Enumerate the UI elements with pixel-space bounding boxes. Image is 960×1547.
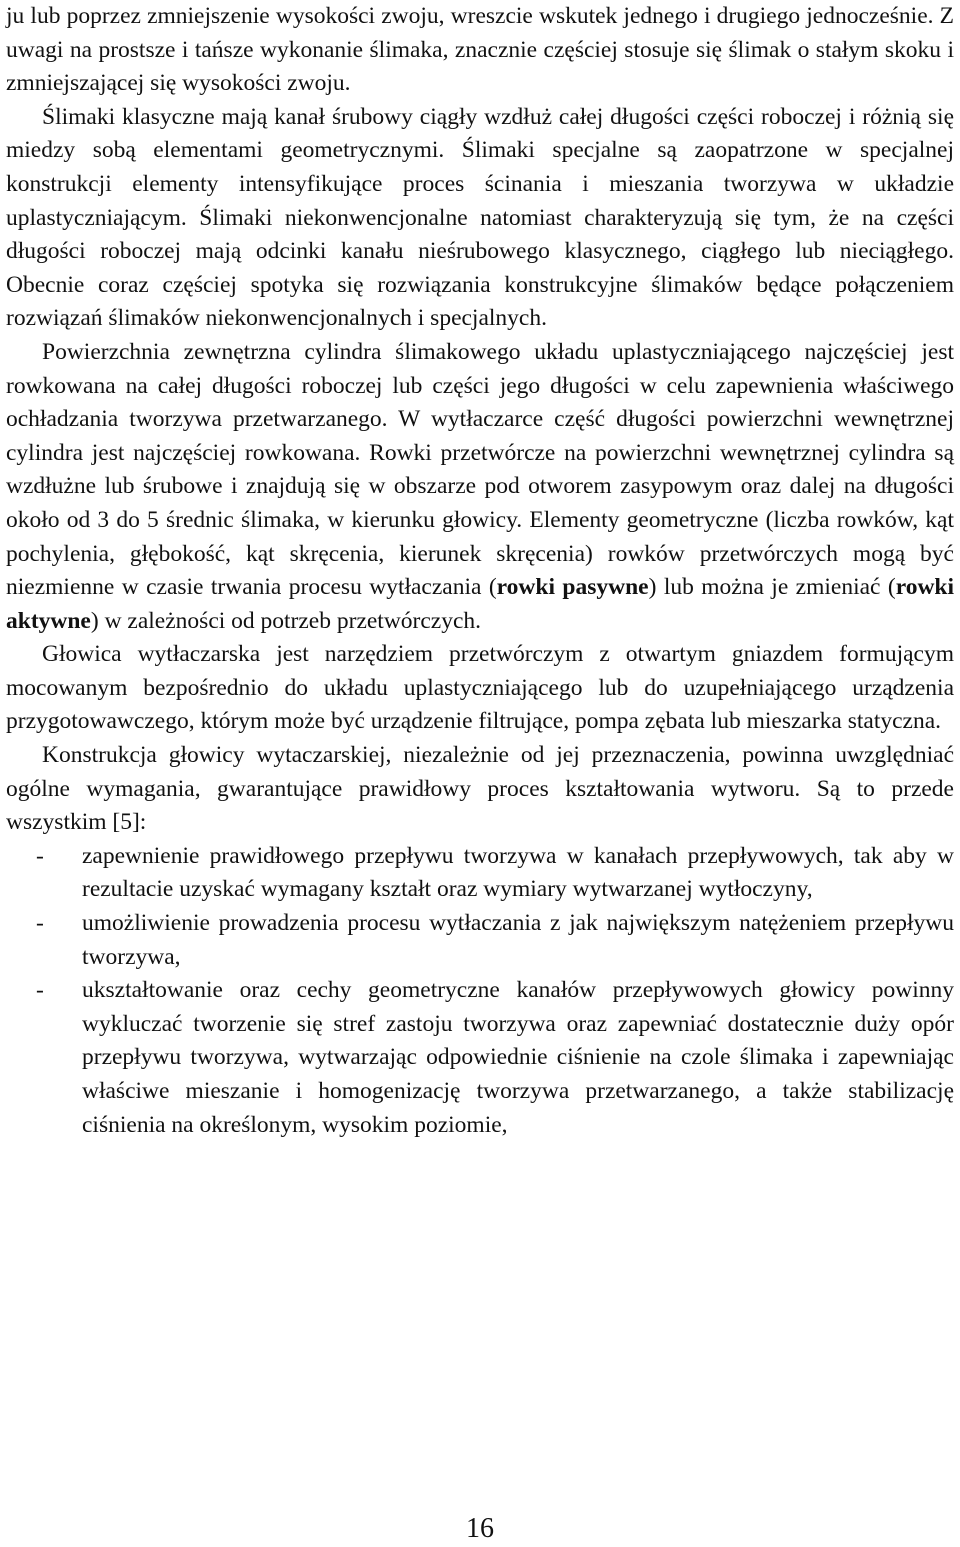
document-page bbox=[6, 0, 954, 1142]
list-dash: - bbox=[36, 842, 44, 869]
list-item bbox=[6, 974, 954, 1142]
bold-term-active-grooves: rowki aktywne bbox=[6, 574, 955, 634]
paragraph-continuation: ju lub poprzez zmniejszenie wysokości zwoju, wreszcie wskutek jednego i drugiego jednocześnie. Z uwagi na prostsze i tańsze wykonanie ślimaka, znacznie częściej stosuje się ślimak o stałym skoku i zmniejszającej się wysokości zwoju. bbox=[6, 3, 954, 97]
list-item bbox=[6, 840, 954, 907]
list-item-text: ukształtowanie oraz cechy geometryczne kanałów przepływowych głowicy powinny wykluczać tworzenie się stref zastoju tworzywa oraz zapewniać dostatecznie duży opór przepływu tworzywa, wytwarzając odpowiednie ciśnienie na czole ślimaka i zapewniając właściwe mieszanie i homogenizację tworzywa przetwarzanego, a także stabilizację ciśnienia na określonym, wysokim poziomie, bbox=[82, 977, 954, 1138]
list-item-text: umożliwienie prowadzenia procesu wytłaczania z jak największym natężeniem przepływu tworzywa, bbox=[82, 910, 954, 970]
paragraph-text: Powierzchnia zewnętrzna cylindra ślimakowego układu uplastyczniającego najczęściej jest rowkowana na całej długości roboczej lub części jego długości w celu zapewnienia właściwego ochładzania tworzywa przetwarzanego. W wytłaczarce część długości powierzchni wewnętrznej cylindra jest najczęściej rowkowana. Rowki przetwórcze na powierzchni wewnętrznej cylindra są wzdłużne lub śrubowe i znajdują się w obszarze pod otworem zasypowym oraz dalej na długości około od 3 do 5 średnic ślimaka, w kierunku głowicy. Elementy geometryczne (liczba rowków, kąt pochylenia, głębokość, kąt skręcenia, kierunek skręcenia) rowków przetwórczych mogą być niezmienne w czasie trwania procesu wytłaczania ( bbox=[6, 338, 954, 601]
paragraph-text: ) w zależności od potrzeb przetwórczych. bbox=[90, 607, 482, 634]
paragraph-text: ) lub można je zmieniać ( bbox=[648, 574, 896, 601]
page-number: 16 bbox=[466, 1513, 494, 1544]
list-item bbox=[6, 907, 954, 974]
paragraph-screw-types: Ślimaki klasyczne mają kanał śrubowy ciągły wzdłuż całej długości części roboczej i różnią się miedzy sobą elementami geometrycznymi. Ślimaki specjalne są zaopatrzone w specjalnej konstrukcji elementy intensyfikujące proces ścinania i mieszania tworzywa w układzie uplastyczniającym. Ślimaki niekonwencjonalne natomiast charakteryzują się tym, że na części długości roboczej mają odcinki kanału nieśrubowego klasycznego, ciągłego lub nieciągłego. Obecnie coraz częściej spotyka się rozwiązania konstrukcyjne ślimaków będące połączeniem rozwiązań ślimaków niekonwencjonalnych i specjalnych. bbox=[6, 103, 954, 332]
list-item-text: zapewnienie prawidłowego przepływu tworzywa w kanałach przepływowych, tak aby w rezultacie uzyskać wymagany kształt oraz wymiary wytwarzanej wytłoczyny, bbox=[82, 842, 954, 903]
paragraph-extrusion-head: Głowica wytłaczarska jest narzędziem przetwórczym z otwartym gniazdem formującym mocowanym bezpośrednio do układu uplastyczniającego lub do uzupełniającego urządzenia przygotowawczego, którym może być urządzenie filtrujące, pompa zębata lub mieszarka statyczna. bbox=[6, 641, 954, 735]
requirements-list bbox=[6, 840, 954, 1142]
list-dash: - bbox=[36, 910, 44, 937]
paragraph-head-construction: Konstrukcja głowicy wytaczarskiej, niezależnie od jej przeznaczenia, powinna uwzględniać ogólne wymagania, gwarantujące prawidłowy proces kształtowania wytworu. Są to przede wszystkim [5]: bbox=[6, 742, 954, 836]
bold-term-passive-grooves: rowki pasywne bbox=[496, 574, 649, 601]
list-dash: - bbox=[36, 977, 44, 1004]
paragraph-cylinder-grooves bbox=[6, 336, 954, 638]
